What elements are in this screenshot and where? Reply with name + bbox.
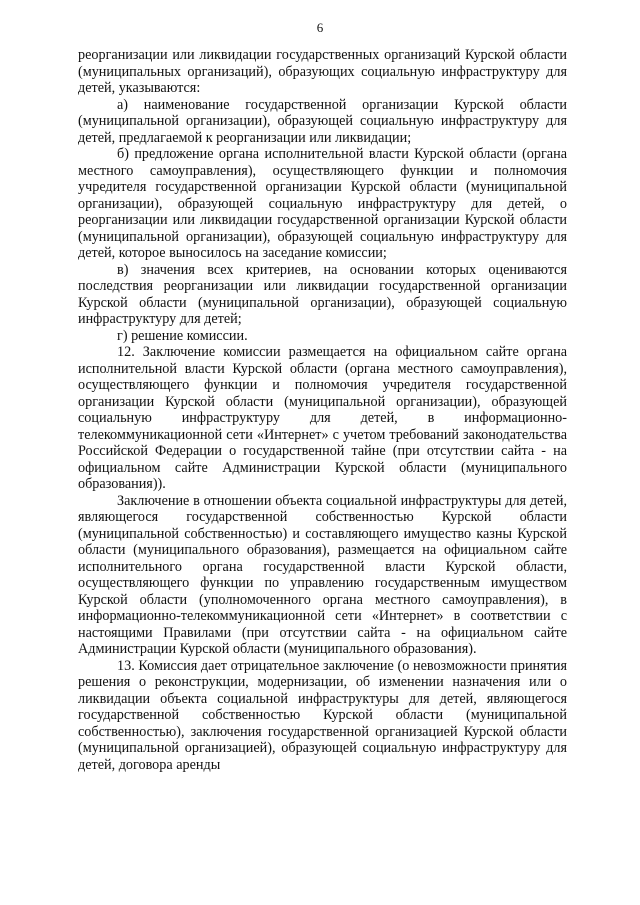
- paragraph-13: 13. Комиссия дает отрицательное заключение (о невозможности принятия решения о реконструкции, модернизации, об изменении назначения или о ликвидации объекта социальной инфраструктуры для детей, являющегося государственной собственностью Курской области (муниципальной собственностью), заключения государственной организацией Курской области (муниципальной организацией), образующей социальную инфраструктуру для детей, договора аренды: [78, 657, 567, 773]
- paragraph-12-conclusion: Заключение в отношении объекта социальной инфраструктуры для детей, являющегося государственной собственностью Курской области (муниципальной собственностью) и составляющего имущество казны Курской области (муниципального образования), размещается на официальном сайте исполнительного органа государственной власти Курской области, осуществляющего функции по управлению государственным имуществом Курской области (уполномоченного органа местного самоуправления), в информационно-телекоммуникационной сети «Интернет» в соответствии с настоящими Правилами (при отсутствии сайта - на официальном сайте Администрации Курской области (муниципального образования).: [78, 492, 567, 657]
- paragraph-item-a: а) наименование государственной организации Курской области (муниципальной организации), образующей социальную инфраструктуру для детей, предлагаемой к реорганизации или ликвидации;: [78, 96, 567, 146]
- paragraph-item-b: б) предложение органа исполнительной власти Курской области (органа местного самоуправления), осуществляющего функции и полномочия учредителя государственной организации Курской области (муниципальной организации), образующей социальную инфраструктуру для детей, о реорганизации или ликвидации государственной организации Курской области (муниципальной организации), образующей социальную инфраструктуру для детей, которое выносилось на заседание комиссии;: [78, 146, 567, 261]
- paragraph-item-v: в) значения всех критериев, на основании которых оцениваются последствия реорганизации или ликвидации государственной организации Курской области (муниципальной организации), образующей социальную инфраструктуру для детей;: [78, 261, 567, 327]
- paragraph-continuation: реорганизации или ликвидации государственных организаций Курской области (муниципальных организаций), образующих социальную инфраструктуру для детей, указываются:: [78, 47, 567, 96]
- page-number: 6: [316, 20, 324, 35]
- paragraph-12: 12. Заключение комиссии размещается на официальном сайте органа исполнительной власти Курской области (органа местного самоуправления), осуществляющего функции и полномочия учредителя государственной организации Курской области (муниципальной организации), образующей социальную инфраструктуру для детей, в информационно-телекоммуникационной сети «Интернет» с учетом требований законодательства Российской Федерации о государственной тайне (при отсутствии сайта - на официальном сайте Администрации Курской области (муниципального образования)).: [78, 344, 567, 492]
- paragraph-item-g: г) решение комиссии.: [117, 327, 248, 344]
- document-body: [78, 47, 567, 773]
